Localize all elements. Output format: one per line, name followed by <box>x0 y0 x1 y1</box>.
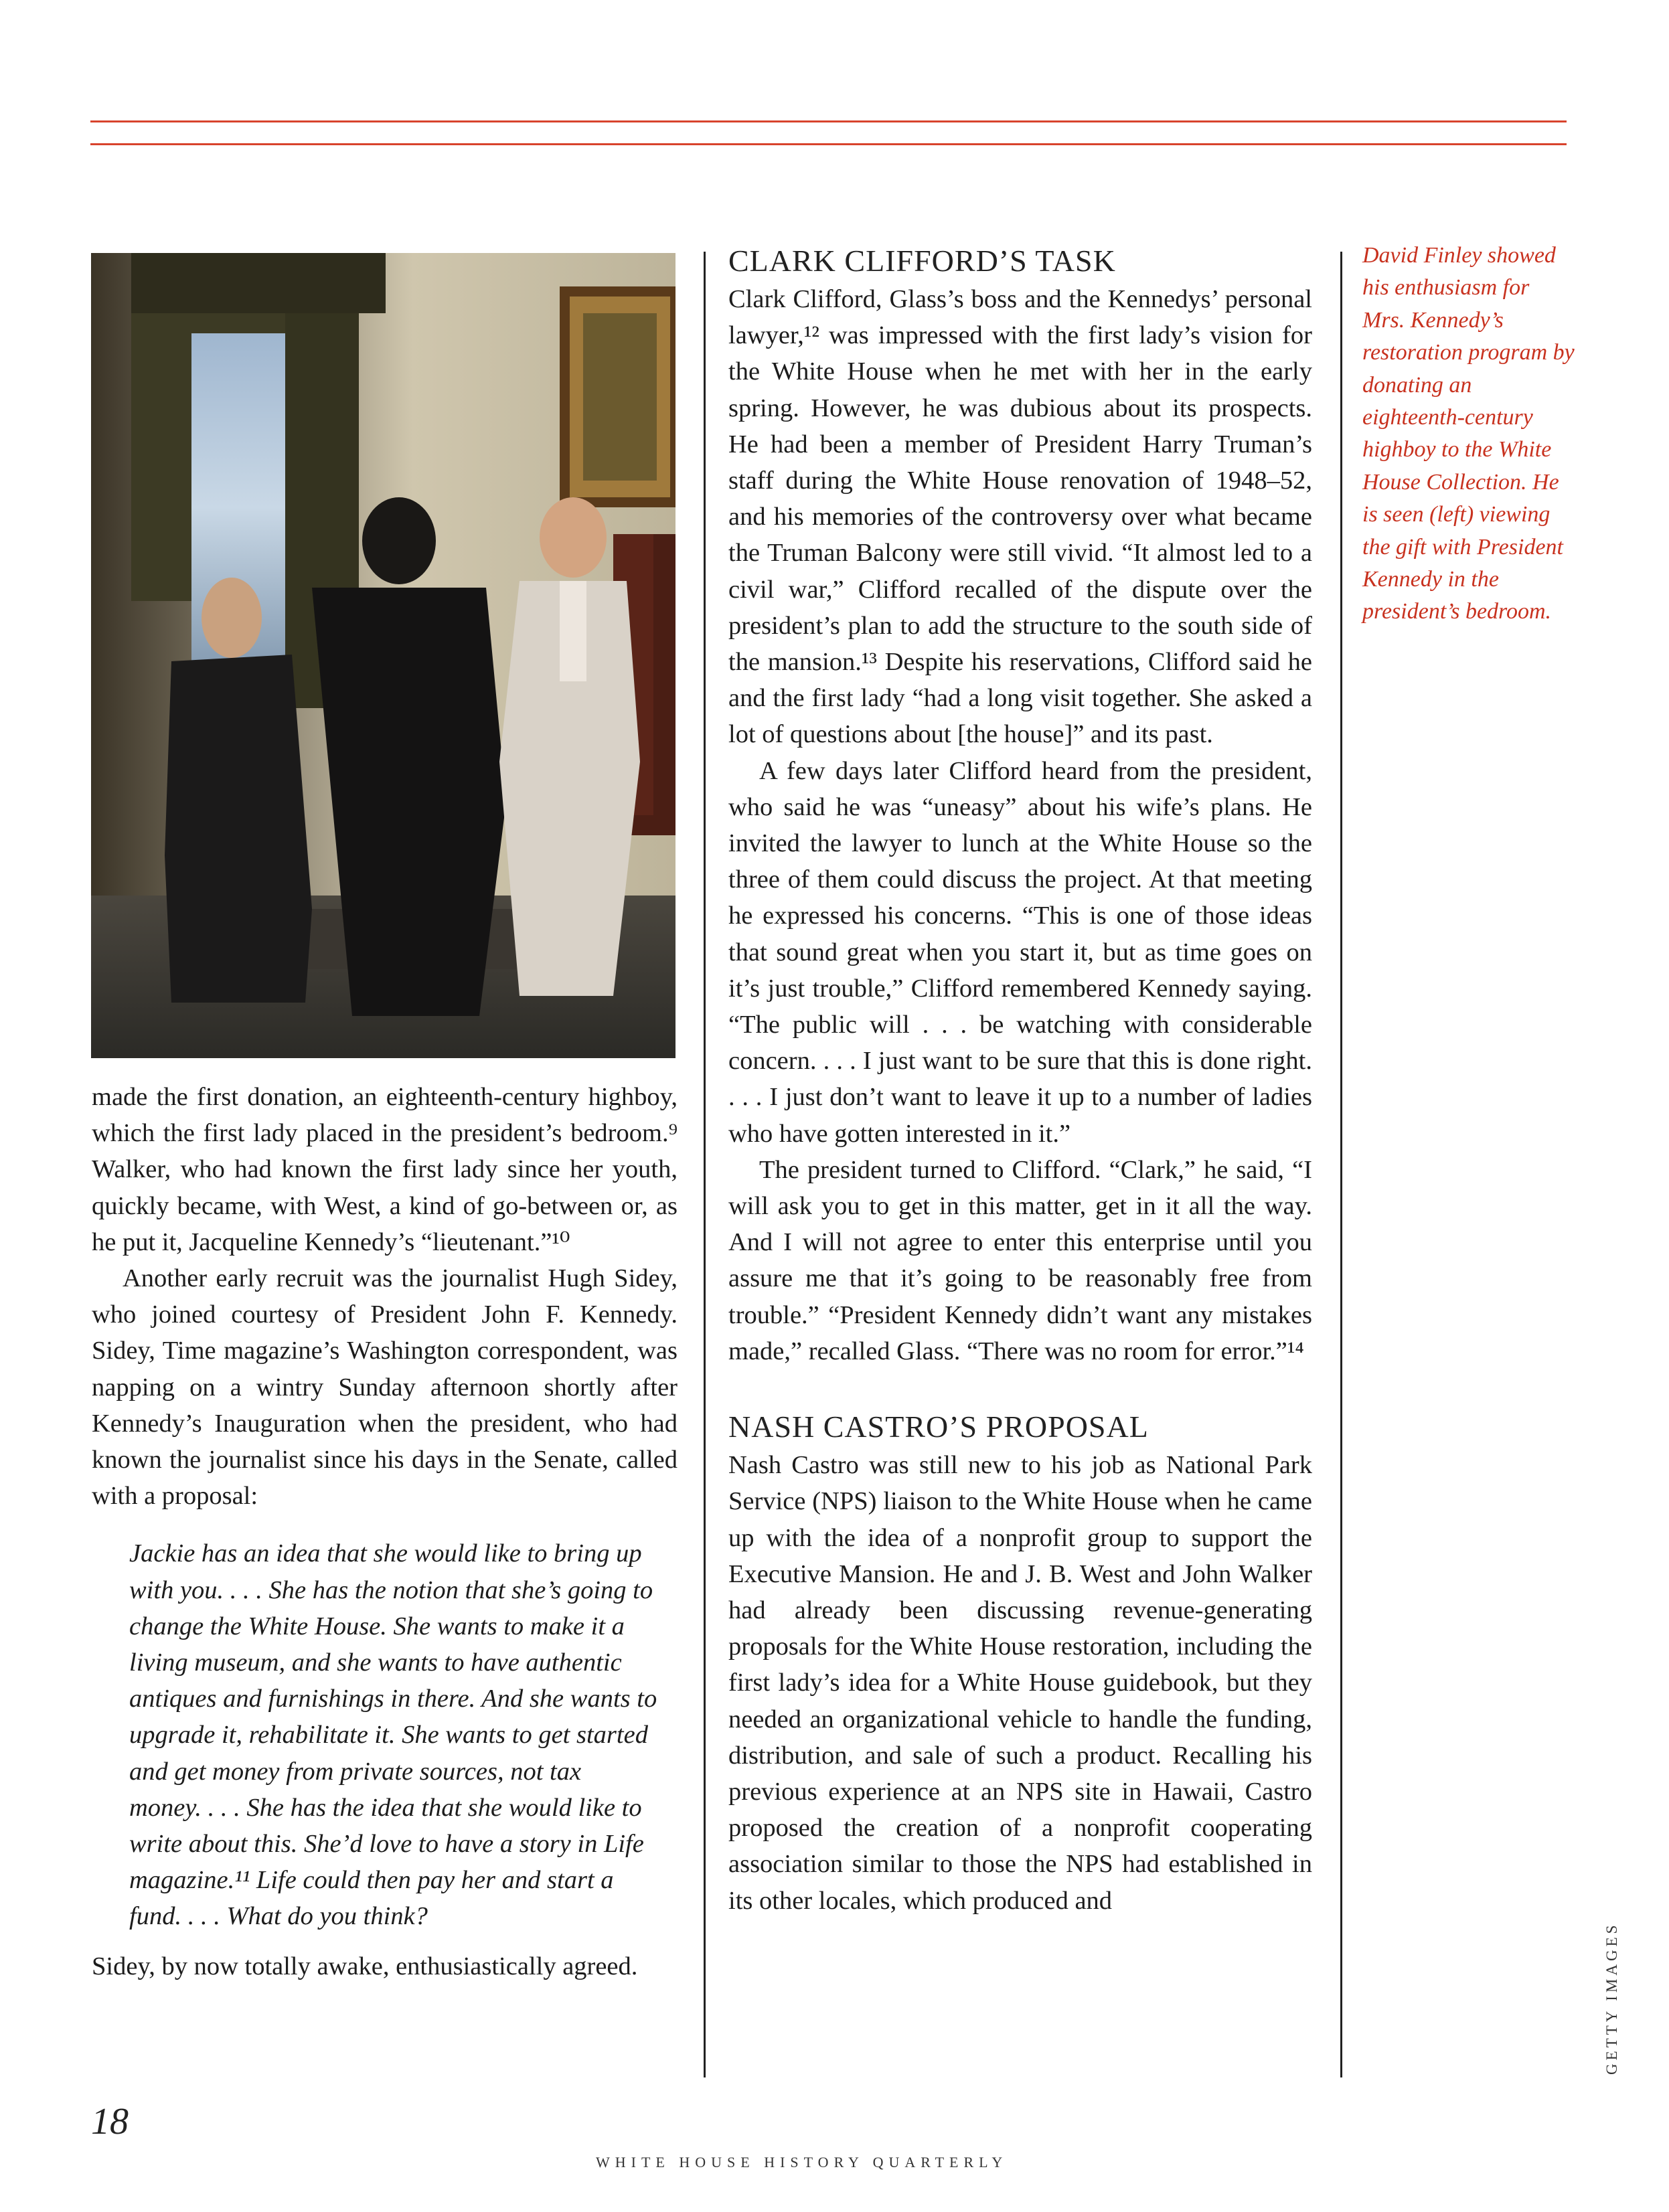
heading-nash-castro: NASH CASTRO’S PROPOSAL <box>728 1410 1149 1444</box>
photo-illustration <box>91 253 675 1058</box>
left-column <box>92 1079 678 1984</box>
kennedy-quote <box>129 1535 657 1934</box>
left-para-2: Another early recruit was the journalist Hugh Sidey, who joined courtesy of President John F. Kennedy. Sidey, Time magazine’s Washington correspondent, was napping on a wintry Sunday afternoon shortly after Kennedy’s Inauguration when the president, who had known the journalist since his days in the Senate, called with a proposal: <box>92 1264 678 1511</box>
middle-para-3: The president turned to Clifford. “Clark,” he said, “I will ask you to get in this matter, get in it all the way. And I will not agree to enter this enterprise until you assure me that it’s going to be reasonably free from trouble.” “President Kennedy didn’t want any mistakes made,” recalled Glass. “There was no room for error.”¹⁴ <box>728 1155 1312 1365</box>
header-rule-top <box>90 120 1567 122</box>
heading-clark-clifford: CLARK CLIFFORD’S TASK <box>728 244 1116 278</box>
middle-para-4: Nash Castro was still new to his job as National Park Service (NPS) liaison to the White House when he came up with the idea of a nonprofit group to support the Executive Mansion. He and J. B. West and John Walker had already been discussing revenue-generating proposals for the White House restoration, including the first lady’s idea for a White House guidebook, but they needed an organizational vehicle to handle the funding, distribution, and sale of such a product. Recalling his previous experience at an NPS site in Hawaii, Castro proposed the creation of a nonprofit cooperating association similar to those the NPS had established in its other locales, which produced and <box>728 1451 1312 1915</box>
left-para-1: made the first donation, an eighteenth-century highboy, which the first lady placed in the president’s bedroom.⁹ Walker, who had known the first lady since her youth, quickly became, with West, a kind of go-between or, as he put it, Jacqueline Kennedy’s “lieutenant.”¹⁰ <box>92 1083 678 1256</box>
middle-para-2: A few days later Clifford heard from the president, who said he was “uneasy” about his wife’s plans. He invited the lawyer to lunch at the White House so the three of them could discuss the project. At that meeting he expressed his concerns. “This is one of those ideas that sound great when you start it, but as time goes on it’s just trouble,” Clifford remembered Kennedy saying. “The public will . . . be watching with considerable concern. . . . I just want to be sure that this is done right. . . . I just don’t want to leave it up to a number of ladies who have gotten interested in it.” <box>728 756 1312 1148</box>
column-divider-left <box>704 252 706 2077</box>
photo-credit: GETTY IMAGES <box>1603 1922 1620 2075</box>
middle-para-1: Clark Clifford, Glass’s boss and the Kennedys’ personal lawyer,¹² was impressed with the first lady’s vision for the White House when he met with her in the early spring. However, he was dubious about its prospects. He had been a member of President Harry Truman’s staff during the White House renovation of 1948–52, and his memories of the controversy over what became the Truman Balcony were still vivid. “It almost led to a civil war,” Clifford recalled of the dispute over the president’s plan to add the structure to the south side of the mansion.¹³ Despite his reservations, Clifford said he and the first lady “had a long visit together. She asked a lot of questions about [the house]” and its past. <box>728 285 1312 749</box>
middle-column <box>728 242 1312 1919</box>
header-rule-bottom <box>90 143 1567 145</box>
photo-caption: David Finley showed his enthusiasm for Mrs. Kennedy’s restoration program by donating an eighteenth-century highboy to the White House Collection. He is seen (left) viewing the gift with President Kennedy in the president’s bedroom. <box>1362 243 1575 624</box>
left-para-3: Sidey, by now totally awake, enthusiastically agreed. <box>92 1952 638 1980</box>
publication-name: WHITE HOUSE HISTORY QUARTERLY <box>596 2154 1008 2171</box>
column-divider-right <box>1340 252 1342 2077</box>
page-number: 18 <box>91 2101 129 2142</box>
kennedy-quote-text: Jackie has an idea that she would like to bring up with you. . . . She has the notion that she’s going to change the White House. She wants to make it a living museum, and she wants to have authentic antiques and furnishings in there. And she wants to upgrade it, rehabilitate it. She wants to get started and get money from private sources, not tax money. . . . She has the idea that she would like to write about this. She’d love to have a story in Life magazine.¹¹ Life could then pay her and start a fund. . . . What do you think? <box>129 1539 657 1931</box>
photo-image <box>91 253 675 1058</box>
